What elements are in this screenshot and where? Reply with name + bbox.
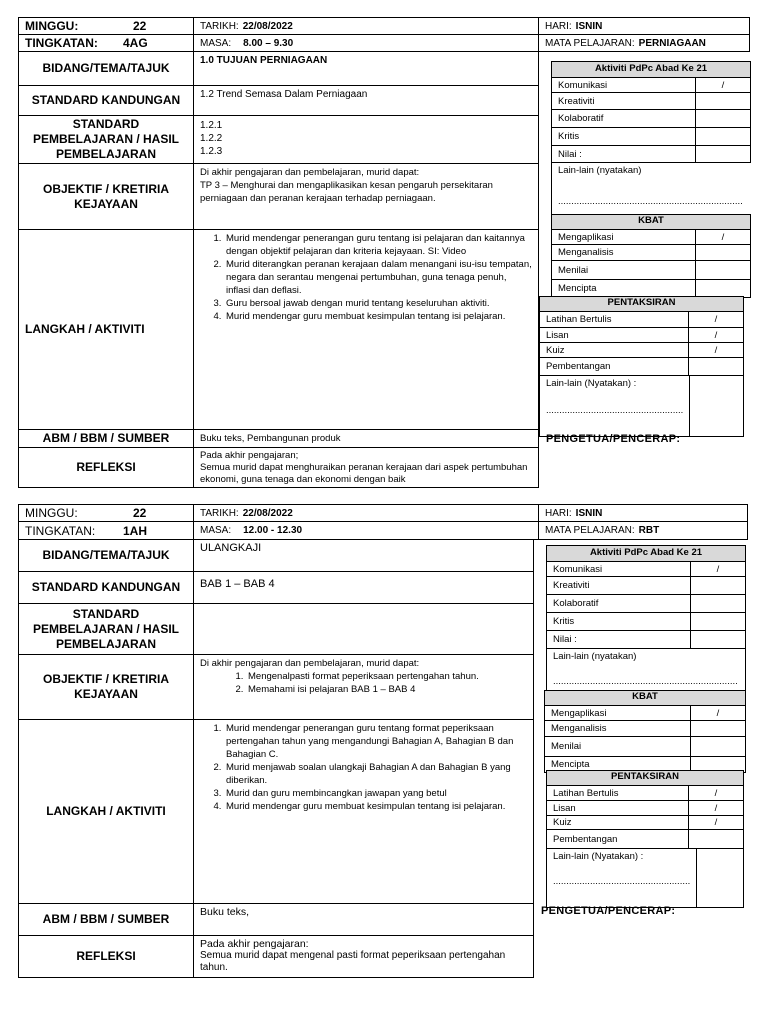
kbat-row <box>544 721 746 737</box>
abad21-row <box>551 78 751 93</box>
bidang-content <box>193 51 539 86</box>
abm-value: Buku teks, <box>200 906 250 918</box>
pentaksiran-title: PENTAKSIRAN <box>546 770 744 786</box>
refleksi-label: REFLEKSI <box>18 447 194 488</box>
abad21-lain <box>546 649 746 696</box>
langkah-item: 4. Murid mendengar guru membuat kesimpulan tentang isi pelajaran. <box>224 800 527 813</box>
abad21-row-mark <box>696 93 750 109</box>
kbat-row-label: Menilai <box>552 261 696 279</box>
refleksi-body: Semua murid dapat menghuraikan peranan kerajaan dari aspek pertumbuhan ekonomi, guna tenaga dan ekonomi dengan baik <box>200 462 528 485</box>
minggu-value: 22 <box>133 19 147 33</box>
minggu-cell <box>18 504 194 522</box>
pentaksiran-row <box>539 312 744 328</box>
kbat-row-mark <box>696 261 750 279</box>
abad21-row-label: Kritis <box>552 128 696 145</box>
kbat-row-label: Mengaplikasi <box>552 230 696 244</box>
mata-pelajaran-label: MATA PELAJARAN: <box>545 525 635 536</box>
pentaksiran-row <box>539 328 744 343</box>
abad21-row <box>546 631 746 649</box>
hari-value: ISNIN <box>575 507 603 519</box>
pentaksiran-row-mark: / <box>714 787 718 799</box>
tarikh-cell <box>193 17 539 35</box>
abad21-row-mark <box>696 110 750 127</box>
kbat-row-mark <box>691 737 745 756</box>
pentaksiran-row-mark: / <box>714 344 718 356</box>
pentaksiran-lain <box>546 849 744 908</box>
abad21-row <box>546 595 746 613</box>
tarikh-cell <box>193 504 539 522</box>
hari-cell <box>538 17 750 35</box>
sp-item: 1.2.2 <box>200 133 223 144</box>
tingkatan-label: TINGKATAN: <box>25 523 96 538</box>
langkah-item: 2. Murid diterangkan peranan kerajaan dalam menangani isu-isu tempatan, negara dan serantau mengenai pertumbuhan, guna tenaga penuh, inflasi dan deflasi. <box>224 258 532 297</box>
pentaksiran-dots: .................................................... <box>546 405 684 416</box>
langkah-item: 3. Guru bersoal jawab dengan murid tentang keseluruhan aktiviti. <box>224 297 532 310</box>
abad21-row-mark <box>691 631 745 648</box>
tarikh-label: TARIKH: <box>200 20 239 32</box>
objektif-intro: Di akhir pengajaran dan pembelajaran, murid dapat: <box>200 167 420 178</box>
objektif-intro: Di akhir pengajaran dan pembelajaran, murid dapat: <box>200 658 420 669</box>
kbat-row-label: Menganalisis <box>552 245 696 260</box>
tarikh-value: 22/08/2022 <box>242 20 293 32</box>
abad21-row <box>546 577 746 595</box>
abm-value: Buku teks, Pembangunan produk <box>200 433 341 444</box>
refleksi-body: Semua murid dapat mengenal pasti format peperiksaan pertengahan tahun. <box>200 950 506 973</box>
abad21-title: Aktiviti PdPc Abad Ke 21 <box>551 61 751 78</box>
pentaksiran-row <box>546 816 744 830</box>
mata-pelajaran-value: PERNIAGAAN <box>638 37 706 49</box>
langkah-item: 2. Murid menjawab soalan ulangkaji Bahagian A dan Bahagian B yang diberikan. <box>224 761 527 787</box>
pentaksiran-row-mark: / <box>714 329 718 341</box>
kbat-panel <box>551 214 751 298</box>
standard-kandungan-value: BAB 1 – BAB 4 <box>200 578 275 590</box>
abad21-row-label: Nilai : <box>552 146 696 162</box>
pentaksiran-row-mark <box>689 358 743 375</box>
hari-label: HARI: <box>545 20 572 32</box>
standard-pembelajaran-content <box>193 603 534 655</box>
pentaksiran-row-mark: / <box>714 802 718 814</box>
pentaksiran-row-label: Pembentangan <box>547 830 689 848</box>
langkah-label: LANGKAH / AKTIVITI <box>18 719 194 904</box>
minggu-label: MINGGU: <box>25 506 78 520</box>
pentaksiran-lain-label: Lain-lain (Nyatakan) : <box>553 851 644 862</box>
pentaksiran-dots: .................................................... <box>553 876 691 887</box>
kbat-row <box>544 706 746 721</box>
minggu-value: 22 <box>133 506 147 520</box>
abm-label: ABM / BBM / SUMBER <box>18 903 194 936</box>
pentaksiran-lain <box>539 376 744 437</box>
abad21-row-mark <box>691 577 745 594</box>
bidang-label: BIDANG/TEMA/TAJUK <box>18 539 194 572</box>
pentaksiran-row-mark: / <box>714 817 718 828</box>
tingkatan-cell <box>18 34 194 52</box>
masa-value: 8.00 – 9.30 <box>243 37 294 49</box>
tingkatan-cell <box>18 521 194 540</box>
tingkatan-value: 1AH <box>123 523 148 538</box>
kbat-row <box>551 261 751 280</box>
pentaksiran-row-mark: / <box>714 314 718 325</box>
minggu-cell <box>18 17 194 35</box>
bidang-label: BIDANG/TEMA/TAJUK <box>18 51 194 86</box>
kbat-row-label: Menilai <box>545 737 691 756</box>
objektif-content <box>193 163 539 230</box>
pentaksiran-panel <box>539 296 744 437</box>
standard-pembelajaran-label: STANDARD PEMBELAJARAN / HASIL PEMBELAJARAN <box>18 115 194 164</box>
abm-content <box>193 903 534 936</box>
refleksi-intro: Pada akhir pengajaran: <box>200 938 309 950</box>
pentaksiran-row-label: Latihan Bertulis <box>540 312 689 327</box>
langkah-label: LANGKAH / AKTIVITI <box>18 229 194 430</box>
bidang-value: ULANGKAJI <box>200 542 262 554</box>
abad21-row-label: Komunikasi <box>552 78 696 92</box>
minggu-label: MINGGU: <box>25 19 79 33</box>
tingkatan-value: 4AG <box>123 36 148 50</box>
pentaksiran-row <box>546 786 744 801</box>
objektif-item: 1. Mengenalpasti format peperiksaan pertengahan tahun. <box>246 670 527 683</box>
pentaksiran-row-label: Latihan Bertulis <box>547 786 689 800</box>
sp-item: 1.2.1 <box>200 120 223 131</box>
objektif-content <box>193 654 534 720</box>
masa-cell <box>193 34 539 52</box>
standard-kandungan-content <box>193 571 534 604</box>
abad21-panel <box>551 61 751 218</box>
hari-cell <box>538 504 748 522</box>
bidang-value: 1.0 TUJUAN PERNIAGAAN <box>200 55 328 66</box>
pentaksiran-row <box>539 343 744 358</box>
kbat-row-mark <box>696 280 750 297</box>
kbat-title: KBAT <box>551 214 751 230</box>
abad21-row-mark <box>691 595 745 612</box>
abad21-row-label: Kreativiti <box>547 577 691 594</box>
kbat-row-mark: / <box>716 707 720 719</box>
masa-value: 12.00 - 12.30 <box>243 525 303 536</box>
refleksi-intro: Pada akhir pengajaran; <box>200 450 299 461</box>
standard-kandungan-content <box>193 85 539 116</box>
abad21-row-label: Kreativiti <box>552 93 696 109</box>
masa-label: MASA: <box>200 37 232 49</box>
kbat-row-mark: / <box>721 231 725 243</box>
standard-kandungan-value: 1.2 Trend Semasa Dalam Perniagaan <box>200 89 368 100</box>
abad21-row-mark: / <box>716 563 720 575</box>
abad21-row-mark <box>691 613 745 630</box>
refleksi-content <box>193 447 539 488</box>
pentaksiran-row-label: Lisan <box>547 801 689 815</box>
objektif-body: TP 3 – Menghurai dan mengaplikasikan kesan pengaruh persekitaran perniagaan dan peranan kerajaan terhadap perniagaan. <box>200 180 493 204</box>
tarikh-label: TARIKH: <box>200 507 239 519</box>
objektif-item: 2. Memahami isi pelajaran BAB 1 – BAB 4 <box>246 683 527 696</box>
abad21-row <box>551 93 751 110</box>
standard-pembelajaran-content <box>193 115 539 164</box>
abad21-row-label: Komunikasi <box>547 562 691 576</box>
pentaksiran-row-label: Lisan <box>540 328 689 342</box>
pentaksiran-row-label: Kuiz <box>540 343 689 357</box>
pentaksiran-row-label: Kuiz <box>547 816 689 829</box>
abad21-row-label: Kolaboratif <box>547 595 691 612</box>
standard-pembelajaran-label: STANDARD PEMBELAJARAN / HASIL PEMBELAJARAN <box>18 603 194 655</box>
pentaksiran-lain-label: Lain-lain (Nyatakan) : <box>546 378 637 389</box>
abad21-row-label: Kritis <box>547 613 691 630</box>
kbat-row-label: Menganalisis <box>545 721 691 736</box>
pentaksiran-row <box>539 358 744 376</box>
abad21-row <box>546 613 746 631</box>
hari-label: HARI: <box>545 507 572 519</box>
abm-label: ABM / BBM / SUMBER <box>18 429 194 448</box>
kbat-row-mark <box>691 721 745 736</box>
kbat-row-label: Mengaplikasi <box>545 706 691 720</box>
abad21-row <box>551 110 751 128</box>
mata-pelajaran-label: MATA PELAJARAN: <box>545 37 635 49</box>
langkah-item: 1. Murid mendengar penerangan guru tentang isi pelajaran dan kaitannya dengan objektif pelajaran dan kriteria kejayaan. SI: Video <box>224 232 532 258</box>
abad21-row-mark <box>696 146 750 162</box>
abad21-row-mark: / <box>721 79 725 91</box>
pentaksiran-panel <box>546 770 744 908</box>
standard-kandungan-label: STANDARD KANDUNGAN <box>18 571 194 604</box>
mata-pelajaran-cell <box>538 34 750 52</box>
pentaksiran-row <box>546 801 744 816</box>
refleksi-content <box>193 935 534 978</box>
abad21-row <box>551 128 751 146</box>
abad21-row <box>546 562 746 577</box>
kbat-row-mark <box>696 245 750 260</box>
langkah-item: 4. Murid mendengar guru membuat kesimpulan tentang isi pelajaran. <box>224 310 532 323</box>
objektif-label: OBJEKTIF / KRETIRIA KEJAYAAN <box>18 163 194 230</box>
langkah-content <box>193 719 534 904</box>
kbat-row <box>551 230 751 245</box>
langkah-content <box>193 229 539 430</box>
masa-label: MASA: <box>200 525 232 536</box>
objektif-label: OBJEKTIF / KRETIRIA KEJAYAAN <box>18 654 194 720</box>
kbat-row <box>544 737 746 757</box>
abad21-row <box>551 146 751 163</box>
masa-cell <box>193 521 539 540</box>
pengetua-label: PENGETUA/PENCERAP: <box>546 433 681 445</box>
sp-item: 1.2.3 <box>200 146 223 157</box>
kbat-row-label: Mencipta <box>545 757 691 772</box>
kbat-row <box>551 245 751 261</box>
pentaksiran-row-label: Pembentangan <box>540 358 689 375</box>
abm-content <box>193 429 539 448</box>
kbat-row-label: Mencipta <box>552 280 696 297</box>
abad21-row-mark <box>696 128 750 145</box>
tingkatan-label: TINGKATAN: <box>25 36 98 50</box>
refleksi-label: REFLEKSI <box>18 935 194 978</box>
abad21-lain <box>551 163 751 218</box>
standard-kandungan-label: STANDARD KANDUNGAN <box>18 85 194 116</box>
abad21-dots: ...................................................................... <box>553 676 738 687</box>
mata-pelajaran-cell <box>538 521 748 540</box>
abad21-dots: ...................................................................... <box>558 196 743 207</box>
abad21-lain-label: Lain-lain (nyatakan) <box>558 165 642 176</box>
langkah-item: 1. Murid mendengar penerangan guru tentang format peperiksaan pertengahan tahun yang mengandungi Bahagian A, Bahagian B dan Bahagian C. <box>224 722 527 761</box>
abad21-row-label: Kolaboratif <box>552 110 696 127</box>
mata-pelajaran-value: RBT <box>638 525 660 536</box>
bidang-content <box>193 539 534 572</box>
langkah-item: 3. Murid dan guru membincangkan jawapan yang betul <box>224 787 527 800</box>
hari-value: ISNIN <box>575 20 603 32</box>
kbat-panel <box>544 690 746 773</box>
abad21-row-label: Nilai : <box>547 631 691 648</box>
abad21-panel <box>546 545 746 696</box>
tarikh-value: 22/08/2022 <box>242 507 293 519</box>
abad21-lain-label: Lain-lain (nyatakan) <box>553 651 637 662</box>
kbat-title: KBAT <box>544 690 746 706</box>
pentaksiran-title: PENTAKSIRAN <box>539 296 744 312</box>
pengetua-label: PENGETUA/PENCERAP: <box>541 905 676 917</box>
pentaksiran-row <box>546 830 744 849</box>
pentaksiran-row-mark <box>689 830 743 848</box>
abad21-title: Aktiviti PdPc Abad Ke 21 <box>546 545 746 562</box>
